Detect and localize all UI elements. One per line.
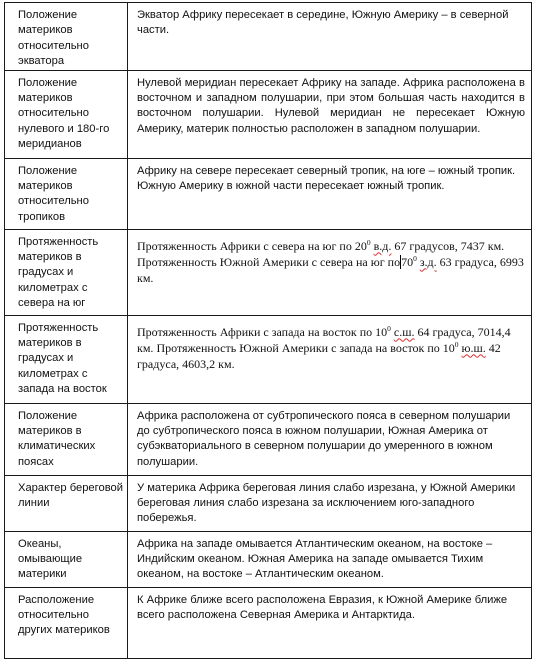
row-label: Характер береговой линии	[5, 475, 128, 531]
table-row	[5, 403, 532, 475]
table-row	[5, 587, 532, 658]
row-text: У материка Африка береговая линия слабо изрезана, у Южной Америки береговая линия слабо изрезана за исключением юго-западного побережья.	[128, 475, 532, 531]
row-label: Океаны, омывающие материки	[5, 531, 128, 587]
row-text: Экватор Африку пересекает в середине, Южную Америку – в северной части.	[128, 3, 532, 71]
row-label: Протяженность материков в градусах и километрах с запада на восток	[5, 315, 128, 403]
table-row	[5, 229, 532, 315]
row-label: Положение материков в климатических поясах	[5, 403, 128, 475]
row-text	[128, 315, 532, 403]
comparison-table	[4, 2, 532, 659]
row-label: Положение материков относительно тропиков	[5, 158, 128, 229]
table-row	[5, 70, 532, 158]
row-text: Африка на западе омывается Атлантическим океаном, на востоке – Индийским океаном. Южная Америка на западе омывается Тихим океаном, на востоке – Атлантическим океаном.	[128, 531, 532, 587]
row-text	[128, 229, 532, 315]
table-row	[5, 3, 532, 71]
table-row	[5, 531, 532, 587]
row-label: Протяженность материков в градусах и километрах с севера на юг	[5, 229, 128, 315]
row-text: Африку на севере пересекает северный тропик, на юге – южный тропик. Южную Америку в южной части пересекает южный тропик.	[128, 158, 532, 229]
extent-line: Протяженность Африки с севера на юг по $20^0$ в.д. 67 градусов, 7437 км.	[137, 237, 505, 253]
extent-line: Протяженность Африки с запада на восток по $10^0$ с.ш. 64 градуса, 7014,4 км. Протяженность Южной Америки с запада на восток по $10^0$ ю.ш. 42 градуса, 4603,2 км.	[137, 323, 511, 371]
table-row	[5, 315, 532, 403]
table-row	[5, 158, 532, 229]
row-text: К Африке ближе всего расположена Евразия, к Южной Америке ближе всего расположена Северная Америка и Антарктида.	[128, 587, 532, 658]
row-text: Нулевой меридиан пересекает Африку на западе. Африка расположена в восточном и западном полушарии, при этом большая часть находится в восточном полушарии. Нулевой меридиан не пересекает Южную Америку, материк полностью расположен в западном полушарии.	[128, 70, 532, 158]
row-label: Расположение относительно других материков	[5, 587, 128, 658]
table-row	[5, 475, 532, 531]
row-label: Положение материков относительно нулевого и 180-го меридианов	[5, 70, 128, 158]
row-label: Положение материков относительно экватора	[5, 3, 128, 71]
row-text: Африка расположена от субтропического пояса в северном полушарии до субтропического пояса в южном полушарии, Южная Америка от субэкваториального в северном полушарии до умеренного в южном полушарии.	[128, 403, 532, 475]
extent-line: Протяженность Южной Америки с севера на юг $по70^0$ з.д. 63 градуса, 6993 км.	[137, 253, 524, 285]
